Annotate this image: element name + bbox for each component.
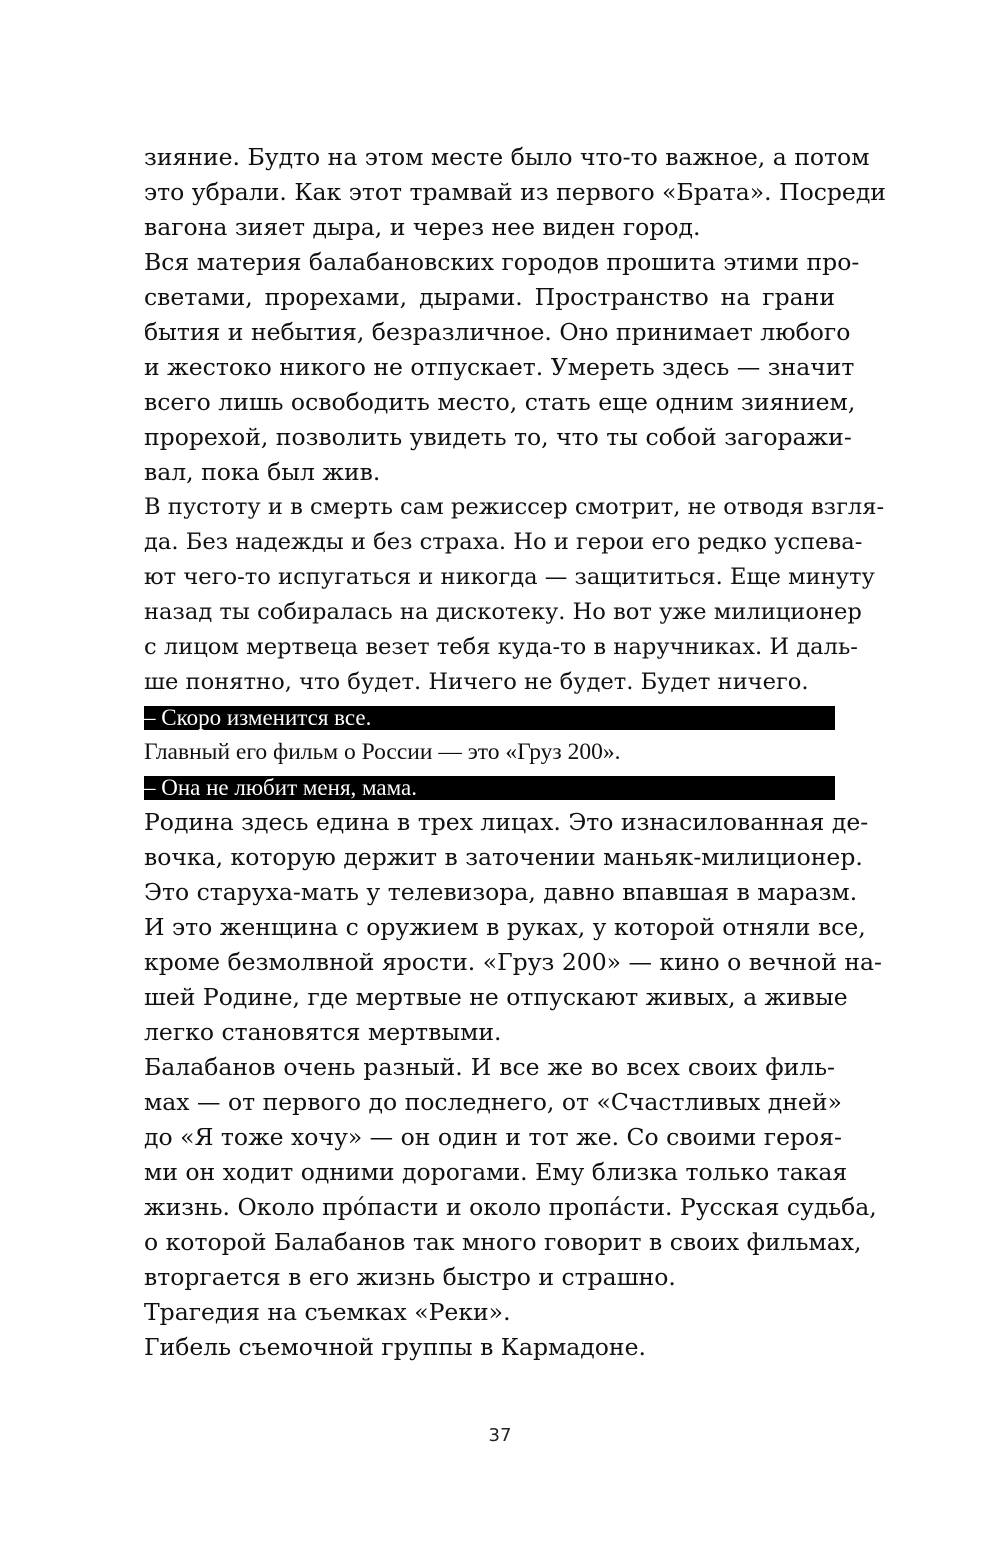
text-line: легко становятся мертвыми. <box>144 1018 502 1046</box>
text-line: вал, пока был жив. <box>144 458 381 486</box>
text-line: с лицом мертвеца везет тебя куда-то в наручниках. И даль- <box>144 634 858 660</box>
text-line: кроме безмолвной ярости. «Груз 200» — кино о вечной на- <box>144 948 882 976</box>
text-line: светами, прорехами, дырами. Пространство на грани <box>144 283 835 311</box>
text-line: ми он ходит одними дорогами. Ему близка только такая <box>144 1158 848 1186</box>
text-line: И это женщина с оружием в руках, у которой отняли все, <box>144 913 866 941</box>
paragraph <box>144 140 886 245</box>
body-text <box>144 140 886 1365</box>
text-line: Трагедия на съемках «Реки». <box>144 1298 511 1326</box>
text-line: бытия и небытия, безразличное. Оно принимает любого <box>144 318 851 346</box>
paragraph <box>144 490 885 700</box>
text-line: ют чего-то испугаться и никогда — защититься. Еще минуту <box>144 564 875 590</box>
text-line: Главный его фильм о России — это «Груз 200». <box>144 739 621 765</box>
text-line: да. Без надежды и без страха. Но и герои его редко успева- <box>144 529 863 555</box>
paragraph <box>144 1050 877 1295</box>
text-line: Это старуха-мать у телевизора, давно впавшая в маразм. <box>144 878 858 906</box>
text-line: жизнь. Около про́пасти и около пропа́сти. Русская судьба, <box>144 1193 877 1221</box>
text-line: Балабанов очень разный. И все же во всех своих филь- <box>144 1053 835 1081</box>
text-line: всего лишь освободить место, стать еще одним зиянием, <box>144 388 856 416</box>
text-line: назад ты собиралась на дискотеку. Но вот уже милиционер <box>144 599 862 625</box>
text-line: Вся материя балабановских городов прошита этими про- <box>144 248 860 276</box>
text-line: Родина здесь едина в трех лицах. Это изнасилованная де- <box>144 808 869 836</box>
text-line: Гибель съемочной группы в Кармадоне. <box>144 1333 646 1361</box>
highlighted-quote: – Скоро изменится все. <box>144 706 835 730</box>
text-line: вочка, которую держит в заточении маньяк-милиционер. <box>144 843 863 871</box>
text-line: зияние. Будто на этом месте было что-то важное, а потом <box>144 143 870 171</box>
text-line: шей Родине, где мертвые не отпускают живых, а живые <box>144 983 848 1011</box>
text-line: вагона зияет дыра, и через нее виден город. <box>144 213 701 241</box>
text-line: и жестоко никого не отпускает. Умереть здесь — значит <box>144 353 855 381</box>
paragraph <box>144 805 882 1050</box>
text-line: до «Я тоже хочу» — он один и тот же. Со своими героя- <box>144 1123 842 1151</box>
page-number: 37 <box>488 1425 512 1446</box>
text-line: прорехой, позволить увидеть то, что ты собой загоражи- <box>144 423 852 451</box>
paragraph <box>144 245 860 490</box>
text-line: мах — от первого до последнего, от «Счастливых дней» <box>144 1088 842 1116</box>
text-line: ше понятно, что будет. Ничего не будет. Будет ничего. <box>144 669 809 695</box>
highlighted-quote: – Она не любит меня, мама. <box>144 776 835 800</box>
text-line: о которой Балабанов так много говорит в своих фильмах, <box>144 1228 862 1256</box>
text-line: это убрали. Как этот трамвай из первого «Брата». Посреди <box>144 178 886 206</box>
text-line: В пустоту и в смерть сам режиссер смотрит, не отводя взгля- <box>144 494 885 520</box>
text-line: вторгается в его жизнь быстро и страшно. <box>144 1263 676 1291</box>
